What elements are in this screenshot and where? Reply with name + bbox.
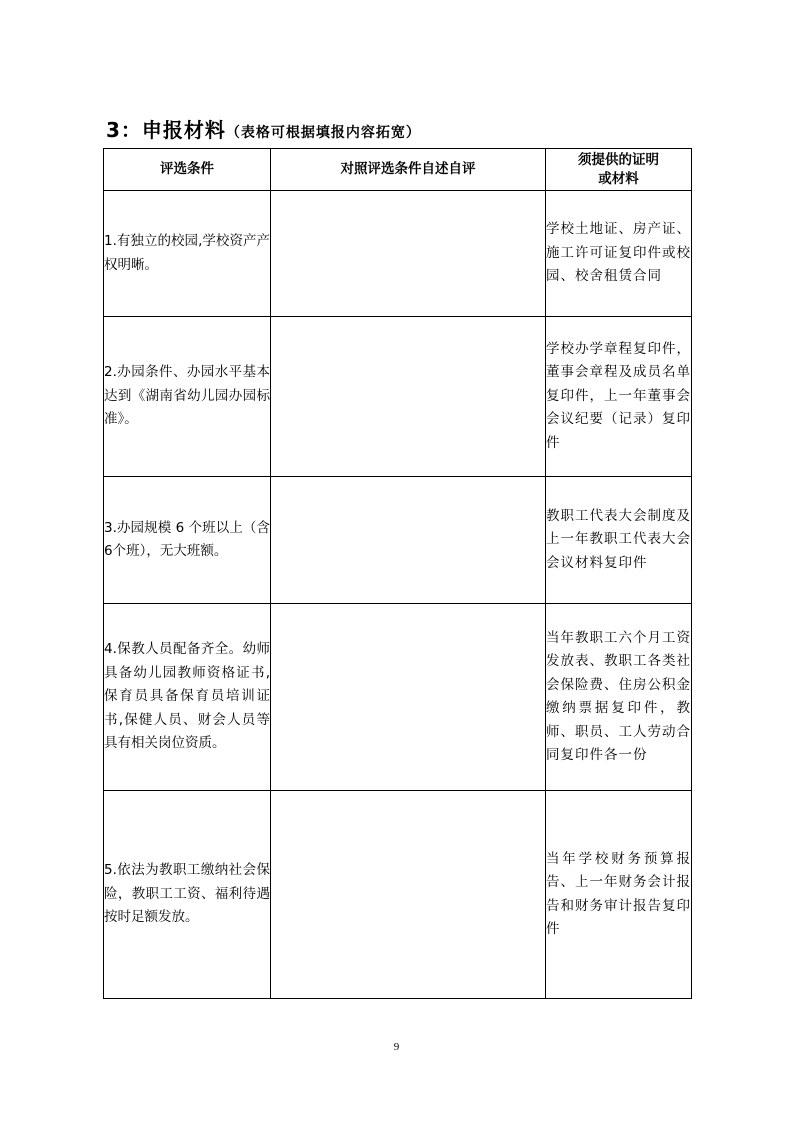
- proof-cell: 教职工代表大会制度及上一年教职工代表大会会议材料复印件: [546, 477, 692, 604]
- table-row: [104, 477, 692, 604]
- header-proof-line2: 或材料: [598, 170, 639, 187]
- header-self-evaluation: 对照评选条件自述自评: [271, 149, 546, 191]
- page-number: 9: [393, 1041, 400, 1053]
- self-evaluation-cell[interactable]: [271, 191, 546, 317]
- criteria-cell: 5.依法为教职工缴纳社会保险，教职工工资、福利待遇按时足额发放。: [104, 791, 271, 999]
- criteria-cell: 1.有独立的校园,学校资产产权明晰。: [104, 191, 271, 317]
- proof-cell: 学校办学章程复印件，董事会章程及成员名单复印件，上一年董事会会议纪要（记录）复印件: [546, 317, 692, 477]
- header-proof-line1: 须提供的证明: [578, 151, 659, 168]
- criteria-cell: 3.办园规模 6 个班以上（含6个班），无大班额。: [104, 477, 271, 604]
- self-evaluation-cell[interactable]: [271, 477, 546, 604]
- self-evaluation-cell[interactable]: [271, 604, 546, 791]
- proof-cell: 当年学校财务预算报告、上一年财务会计报告和财务审计报告复印件: [546, 791, 692, 999]
- table-row: [104, 791, 692, 999]
- section-note: （表格可根据填报内容拓宽）: [225, 125, 421, 141]
- section-title: 3：申报材料: [106, 118, 226, 142]
- table-row: [104, 191, 692, 317]
- table-row: [104, 317, 692, 477]
- criteria-cell: 2.办园条件、办园水平基本达到《湖南省幼儿园办园标准》。: [104, 317, 271, 477]
- header-criteria: 评选条件: [104, 149, 271, 191]
- application-materials-table: [103, 148, 692, 999]
- proof-cell: 当年教职工六个月工资发放表、教职工各类社会保险费、住房公积金缴纳票据复印件，教师、职员、工人劳动合同复印件各一份: [546, 604, 692, 791]
- table-row: [104, 604, 692, 791]
- proof-cell: 学校土地证、房产证、施工许可证复印件或校园、校舍租赁合同: [546, 191, 692, 317]
- criteria-cell: 4.保教人员配备齐全。幼师具备幼儿园教师资格证书,保育员具备保育员培训证书,保健人员、财会人员等具有相关岗位资质。: [104, 604, 271, 791]
- header-proof: [546, 149, 692, 191]
- section-heading: [106, 116, 421, 147]
- self-evaluation-cell[interactable]: [271, 791, 546, 999]
- table-header-row: [104, 149, 692, 191]
- self-evaluation-cell[interactable]: [271, 317, 546, 477]
